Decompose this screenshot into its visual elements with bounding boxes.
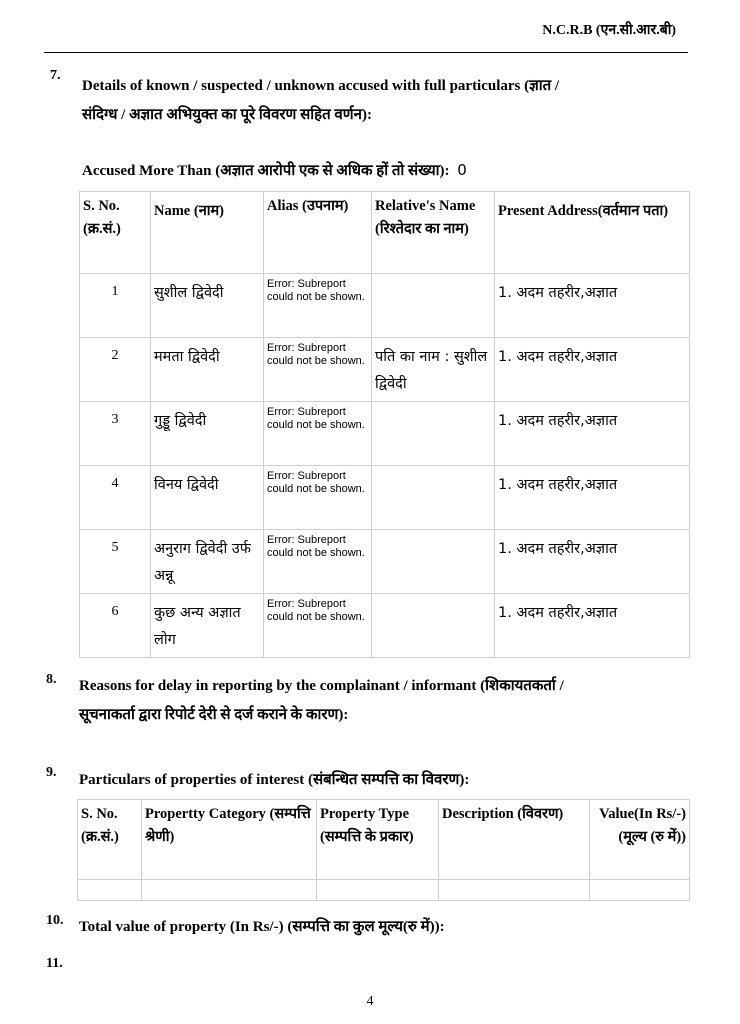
- accused-count-value: 0: [457, 161, 467, 179]
- col-header-property-type: Property Type (सम्पत्ति के प्रकार): [317, 800, 439, 880]
- row-alias: Error: Subreport could not be shown.: [264, 338, 372, 402]
- section-8-title-line2: सूचनाकर्ता द्वारा रिपोर्ट देरी से दर्ज कराने के कारण):: [79, 707, 349, 723]
- row-relative-name: [372, 274, 495, 338]
- row-sno: 5: [80, 530, 151, 594]
- empty-cell: [439, 880, 590, 901]
- row-relative-name: [372, 594, 495, 658]
- col-header-value: Value(In Rs/-) (मूल्य (रु में)): [590, 800, 690, 880]
- row-relative-name: [372, 530, 495, 594]
- row-name: ममता द्विवेदी: [151, 338, 264, 402]
- section-9-number: 9.: [46, 765, 57, 780]
- property-table-header-row: [78, 800, 690, 880]
- section-7-title: [82, 72, 682, 130]
- row-sno: 1: [80, 274, 151, 338]
- section-10-title: Total value of property (In Rs/-) (सम्पत्ति का कुल मूल्य(रु में)):: [79, 919, 445, 935]
- row-name: गुड्डू द्विवेदी: [151, 402, 264, 466]
- section-7-title-line2: संदिग्ध / अज्ञात अभियुक्त का पूरे विवरण सहित वर्णन):: [82, 107, 372, 123]
- row-alias: Error: Subreport could not be shown.: [264, 594, 372, 658]
- row-alias: Error: Subreport could not be shown.: [264, 402, 372, 466]
- row-relative-name: पति का नाम : सुशील द्विवेदी: [372, 338, 495, 402]
- row-address: 1. अदम तहरीर,अज्ञात: [495, 402, 690, 466]
- col-header-name: Name (नाम): [151, 192, 264, 274]
- col-header-relative-name: Relative's Name (रिश्तेदार का नाम): [372, 192, 495, 274]
- section-7-number: 7.: [50, 68, 61, 83]
- row-sno: 6: [80, 594, 151, 658]
- row-name: विनय द्विवेदी: [151, 466, 264, 530]
- accused-count-row: [82, 160, 467, 180]
- section-7-title-line1: Details of known / suspected / unknown accused with full particulars (ज्ञात /: [82, 78, 560, 94]
- accused-count-label: Accused More Than (अज्ञात आरोपी एक से अधिक हों तो संख्या):: [82, 163, 450, 179]
- row-address: 1. अदम तहरीर,अज्ञात: [495, 466, 690, 530]
- col-header-alias: Alias (उपनाम): [264, 192, 372, 274]
- table-row: [80, 466, 690, 530]
- col-header-description: Description (विवरण): [439, 800, 590, 880]
- table-row: [78, 880, 690, 901]
- col-header-property-category: Propertty Category (सम्पत्ति श्रेणी): [142, 800, 317, 880]
- row-address: 1. अदम तहरीर,अज्ञात: [495, 274, 690, 338]
- header-rule: [44, 52, 688, 53]
- row-relative-name: [372, 466, 495, 530]
- col-header-sno: S. No. (क्र.सं.): [80, 192, 151, 274]
- section-8-title-line1: Reasons for delay in reporting by the complainant / informant (शिकायतकर्ता /: [79, 678, 564, 694]
- row-alias: Error: Subreport could not be shown.: [264, 274, 372, 338]
- table-row: [80, 594, 690, 658]
- row-sno: 3: [80, 402, 151, 466]
- row-relative-name: [372, 402, 495, 466]
- table-row: [80, 402, 690, 466]
- section-10-number: 10.: [46, 913, 64, 928]
- table-row: [80, 338, 690, 402]
- row-alias: Error: Subreport could not be shown.: [264, 530, 372, 594]
- row-name: कुछ अन्य अज्ञात लोग: [151, 594, 264, 658]
- empty-cell: [142, 880, 317, 901]
- col-header-sno: S. No. (क्र.सं.): [78, 800, 142, 880]
- row-address: 1. अदम तहरीर,अज्ञात: [495, 338, 690, 402]
- page-number: 4: [366, 994, 374, 1009]
- col-header-present-address: Present Address(वर्तमान पता): [495, 192, 690, 274]
- row-sno: 4: [80, 466, 151, 530]
- row-address: 1. अदम तहरीर,अज्ञात: [495, 594, 690, 658]
- accused-table: [79, 191, 690, 658]
- row-address: 1. अदम तहरीर,अज्ञात: [495, 530, 690, 594]
- row-name: अनुराग द्विवेदी उर्फ अन्नू: [151, 530, 264, 594]
- table-row: [80, 530, 690, 594]
- section-8-title: [79, 672, 689, 730]
- empty-cell: [78, 880, 142, 901]
- section-8-number: 8.: [46, 672, 57, 687]
- section-11-number: 11.: [46, 956, 63, 971]
- row-alias: Error: Subreport could not be shown.: [264, 466, 372, 530]
- empty-cell: [590, 880, 690, 901]
- row-name: सुशील द्विवेदी: [151, 274, 264, 338]
- section-9-title: Particulars of properties of interest (संबन्धित सम्पत्ति का विवरण):: [79, 772, 470, 788]
- empty-cell: [317, 880, 439, 901]
- row-sno: 2: [80, 338, 151, 402]
- property-table: [77, 799, 690, 901]
- accused-table-header-row: [80, 192, 690, 274]
- report-header-title: N.C.R.B (एन.सी.आर.बी): [542, 23, 676, 38]
- table-row: [80, 274, 690, 338]
